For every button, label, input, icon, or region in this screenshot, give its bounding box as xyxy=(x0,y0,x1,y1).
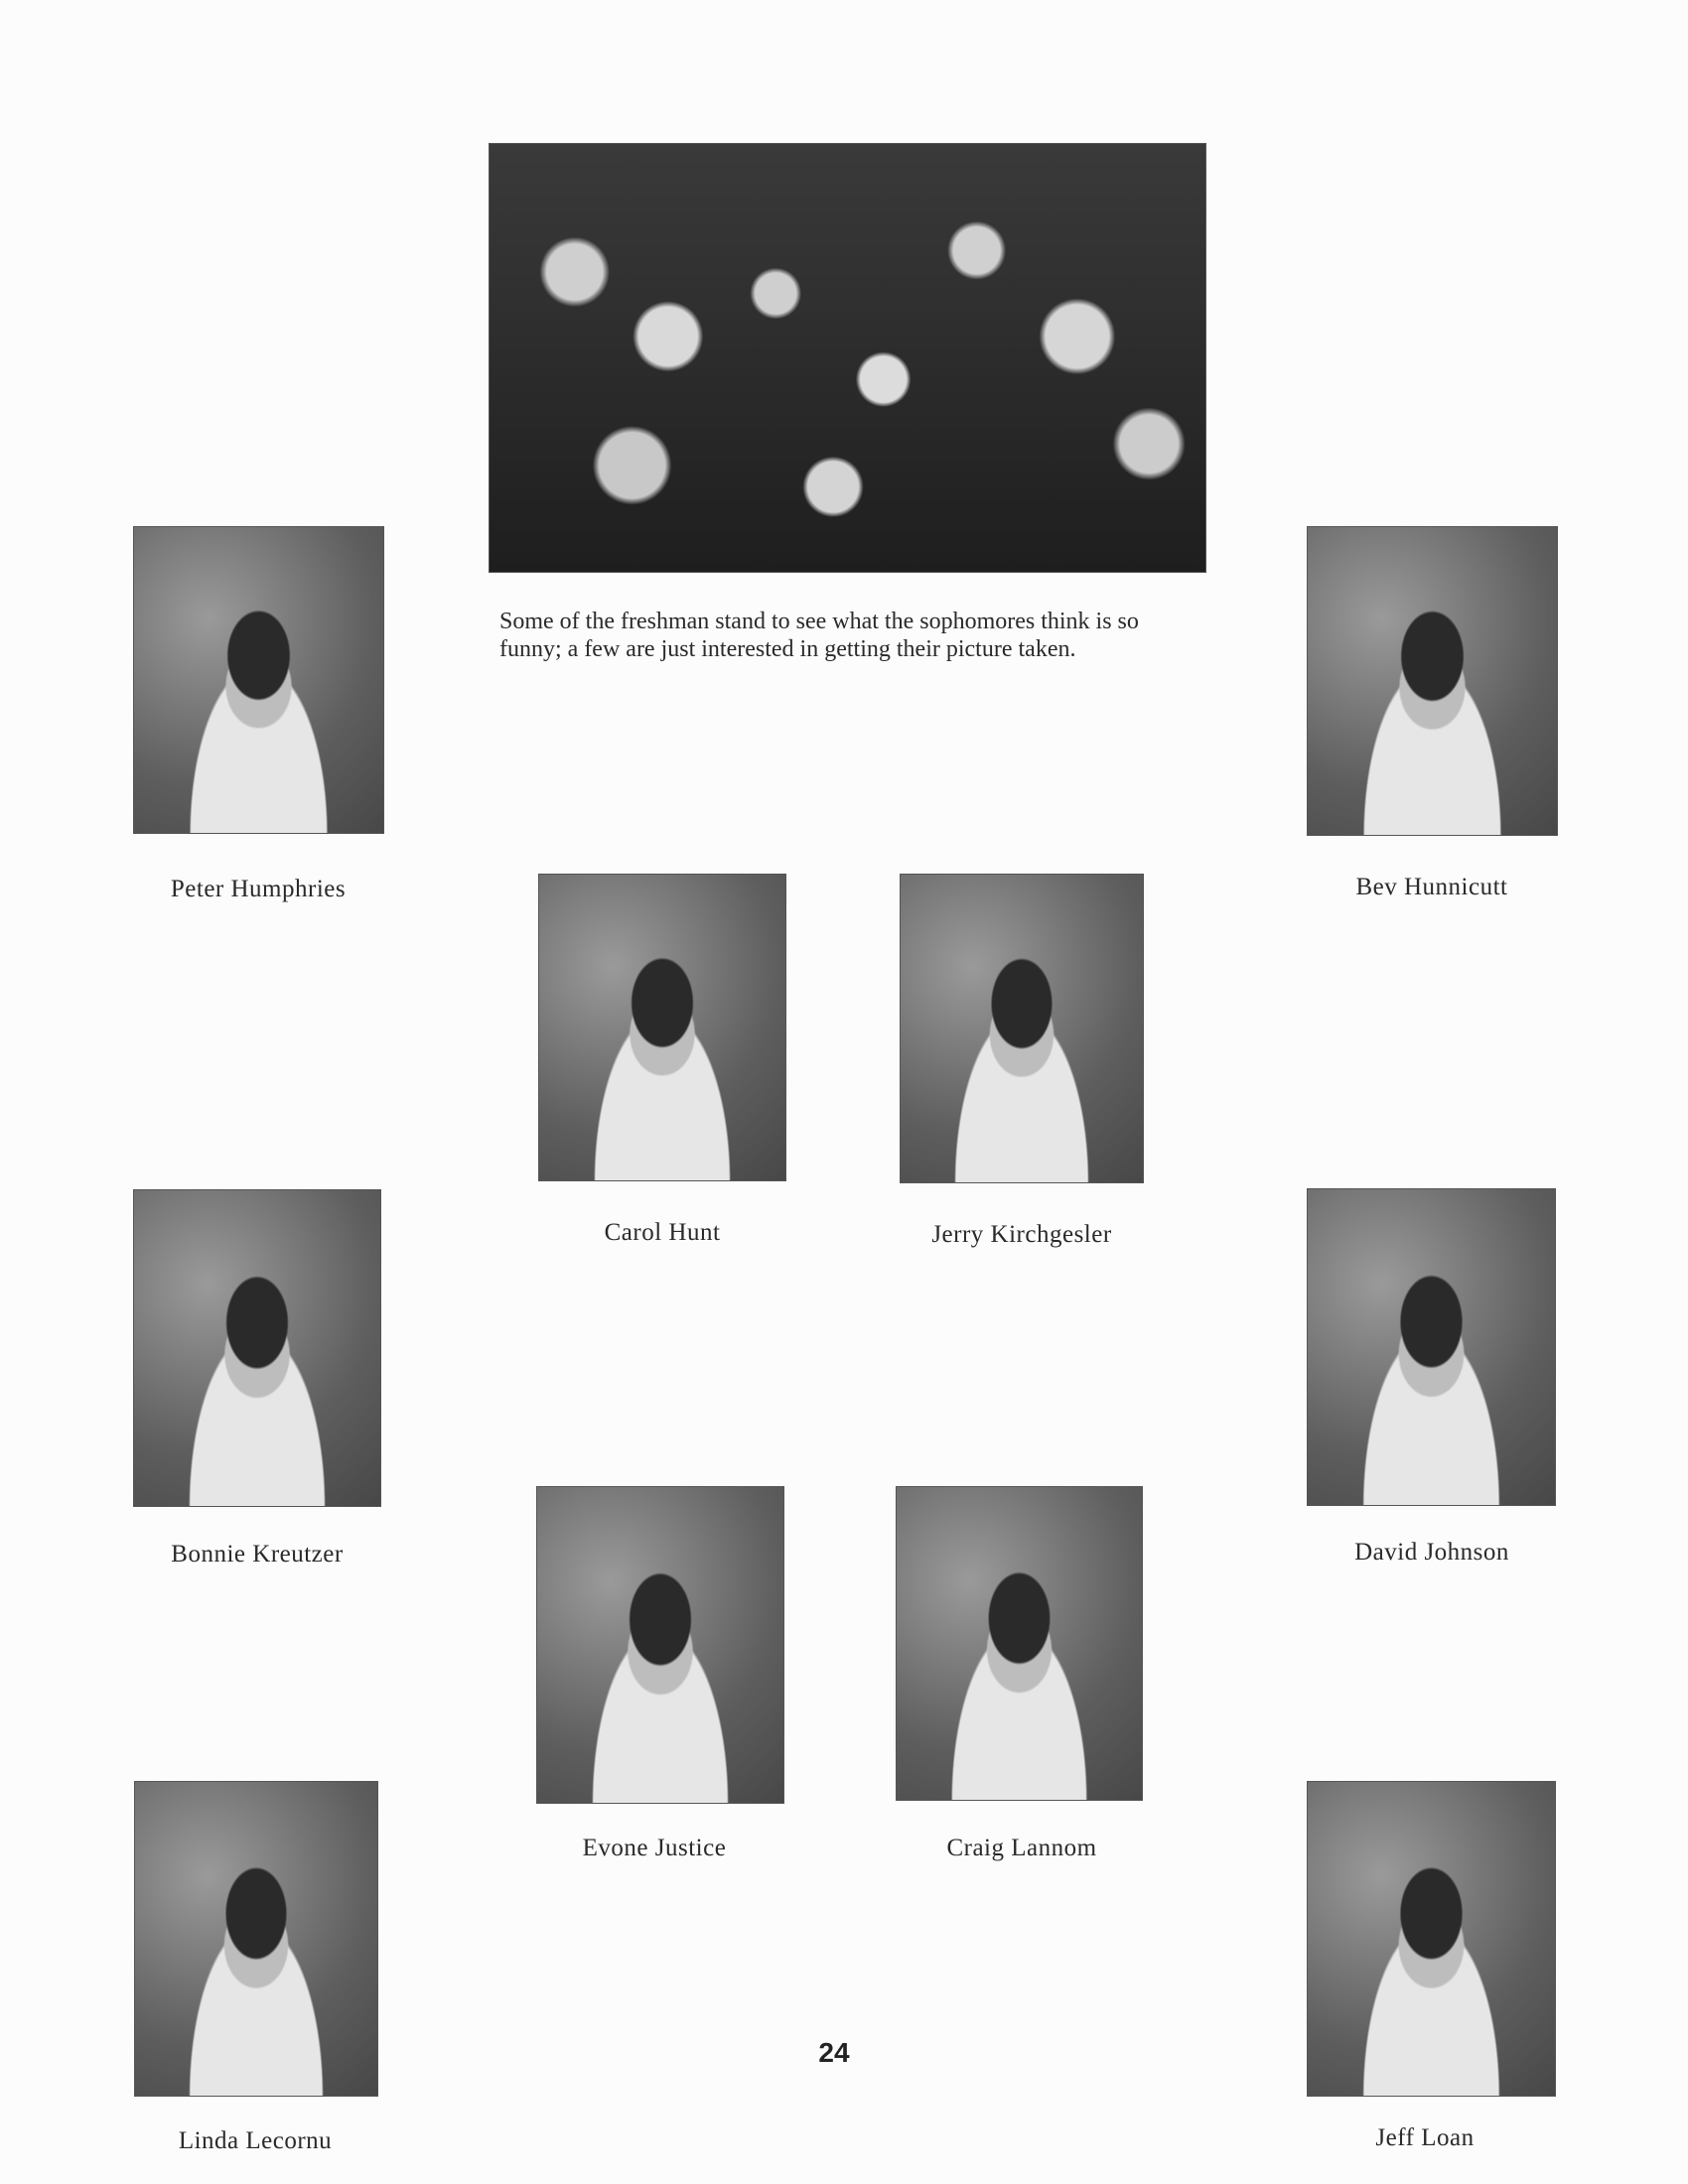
student-name: Jeff Loan xyxy=(1375,2124,1475,2151)
portrait-carol-hunt xyxy=(538,874,786,1181)
student-name: Bev Hunnicutt xyxy=(1355,874,1508,900)
portrait-david-johnson xyxy=(1307,1188,1556,1506)
student-name: Bonnie Kreutzer xyxy=(171,1541,344,1568)
portrait-jerry-kirchgesler xyxy=(900,874,1144,1183)
portrait-bonnie-kreutzer xyxy=(133,1189,381,1507)
student-name: David Johnson xyxy=(1354,1539,1509,1566)
student-name: Linda Lecornu xyxy=(178,2127,333,2154)
portrait-bev-hunnicutt xyxy=(1307,526,1558,836)
portrait-peter-humphries xyxy=(133,526,384,834)
student-name: Peter Humphries xyxy=(170,876,347,902)
portrait-evone-justice xyxy=(536,1486,784,1804)
page-number: 24 xyxy=(818,2037,850,2068)
student-name: Carol Hunt xyxy=(604,1219,721,1246)
group-photo-caption: Some of the freshman stand to see what the sophomores think is so funny; a few are just interested in getting their picture taken. xyxy=(499,609,1139,662)
student-name: Craig Lannom xyxy=(946,1835,1097,1861)
portrait-linda-lecornu xyxy=(134,1781,378,2097)
portrait-craig-lannom xyxy=(896,1486,1143,1801)
group-photo xyxy=(489,143,1206,573)
student-name: Evone Justice xyxy=(582,1835,727,1861)
student-name: Jerry Kirchgesler xyxy=(931,1221,1112,1248)
portrait-jeff-loan xyxy=(1307,1781,1556,2097)
